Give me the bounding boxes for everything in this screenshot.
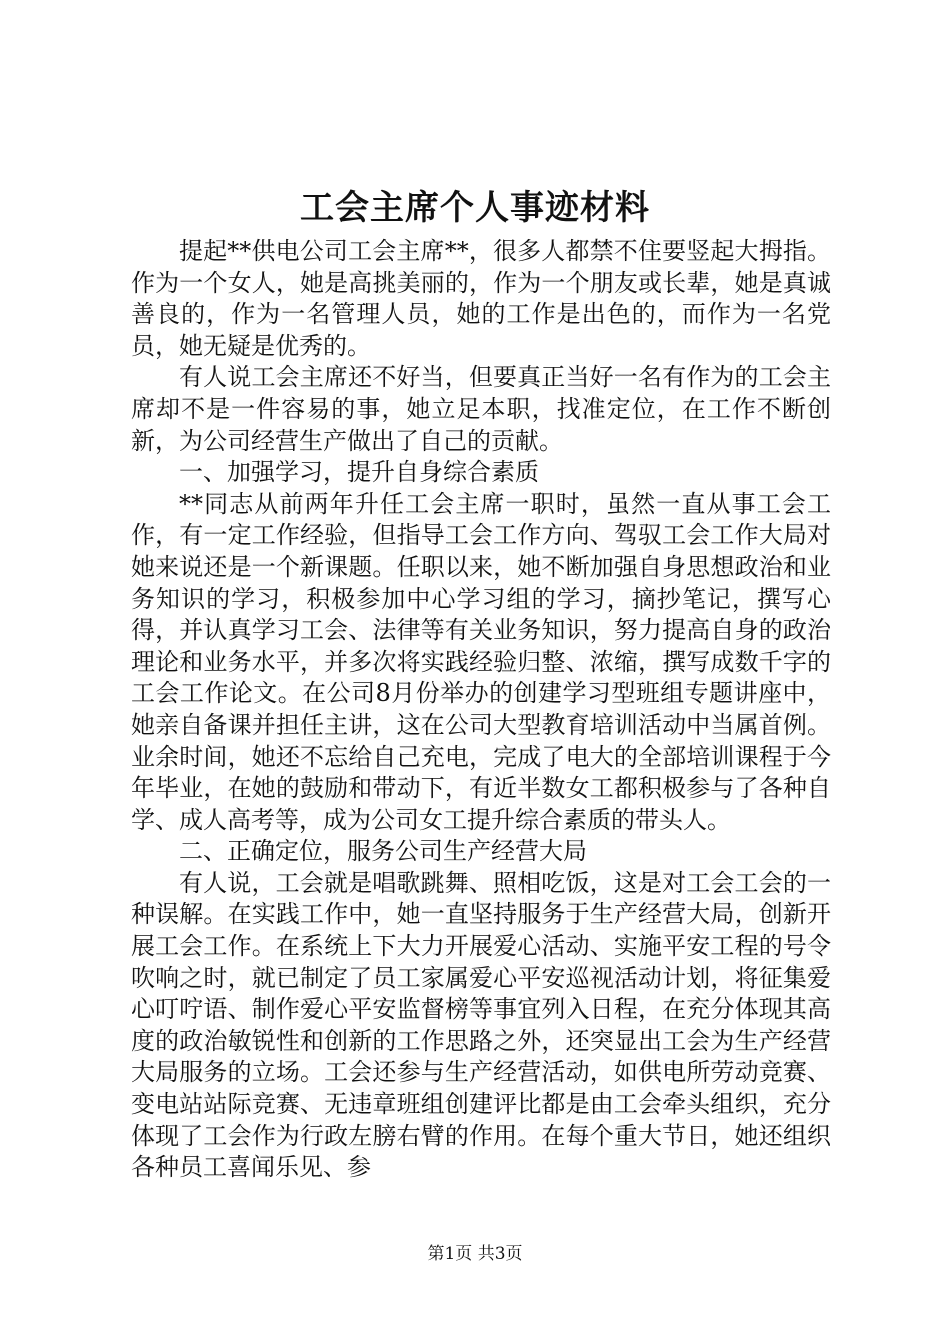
- paragraph-service: 有人说，工会就是唱歌跳舞、照相吃饭，这是对工会工会的一种误解。在实践工作中，她一直坚持服务于生产经营大局，创新开展工会工作。在系统上下大力开展爱心活动、实施平安工程的号令吹响之时，就已制定了员工家属爱心平安巡视活动计划，将征集爱心叮咛语、制作爱心平安监督榜等事宜列入日程，在充分体现其高度的政治敏锐性和创新的工作思路之外，还突显出工会为生产经营大局服务的立场。工会还参与生产经营活动，如供电所劳动竞赛、变电站站际竞赛、无违章班组创建评比都是由工会牵头组织，充分体现了工会作为行政左膀右臂的作用。在每个重大节日，她还组织各种员工喜闻乐见、参: [131, 868, 831, 1182]
- paragraph-role: 有人说工会主席还不好当，但要真正当好一名有作为的工会主席却不是一件容易的事，她立足本职，找准定位，在工作不断创新，为公司经营生产做出了自己的贡献。: [131, 363, 831, 455]
- document-title: 工会主席个人事迹材料: [300, 188, 650, 228]
- document-body: [131, 236, 831, 1184]
- paragraph-intro: 提起**供电公司工会主席**，很多人都禁不住要竖起大拇指。作为一个女人，她是高挑美丽的，作为一个朋友或长辈，她是真诚善良的，作为一名管理人员，她的工作是出色的，而作为一名党员，她无疑是优秀的。: [131, 237, 831, 360]
- section-heading-2: 二、正确定位，服务公司生产经营大局: [179, 837, 587, 866]
- paragraph-study: **同志从前两年升任工会主席一职时，虽然一直从事工会工作，有一定工作经验，但指导工会工作方向、驾驭工会工作大局对她来说还是一个新课题。任职以来，她不断加强自身思想政治和业务知识的学习，积极参加中心学习组的学习，摘抄笔记，撰写心得，并认真学习工会、法律等有关业务知识，努力提高自身的政治理论和业务水平，并多次将实践经验归整、浓缩，撰写成数千字的工会工作论文。在公司8月份举办的创建学习型班组专题讲座中，她亲自备课并担任主讲，这在公司大型教育培训活动中当属首例。业余时间，她还不忘给自己充电，完成了电大的全部培训课程于今年毕业，在她的鼓励和带动下，有近半数女工都积极参与了各种自学、成人高考等，成为公司女工提升综合素质的带头人。: [131, 489, 831, 834]
- section-heading-1: 一、加强学习，提升自身综合素质: [179, 458, 539, 487]
- page-number-footer: 第1页 共3页: [427, 1244, 523, 1264]
